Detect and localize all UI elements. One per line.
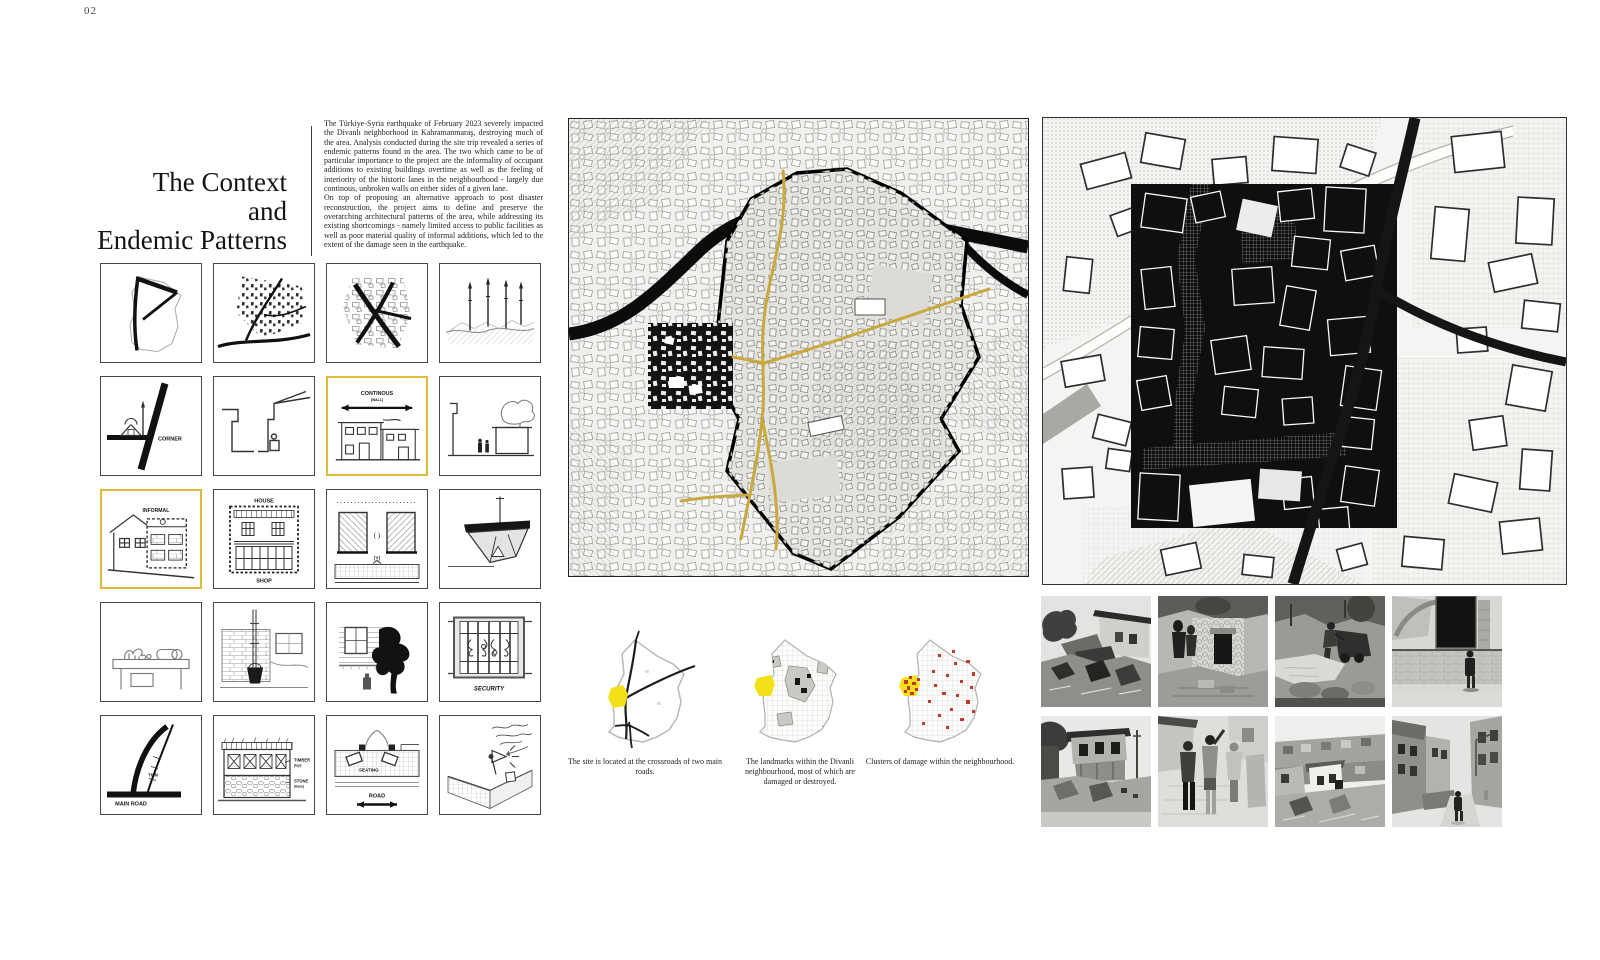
thin-label: THIN xyxy=(148,772,158,778)
diagram-landmarks xyxy=(737,630,852,750)
sketch-security-grille xyxy=(439,602,541,702)
page-number: 02 xyxy=(84,5,97,17)
sketch-house-shop xyxy=(213,489,315,589)
gap-glyph: ( ) xyxy=(373,531,381,540)
informal-label: INFORMAL xyxy=(142,508,170,515)
sketch-cross-lanes xyxy=(326,263,428,363)
photo-damage-5 xyxy=(1041,716,1151,827)
photo-damage-1 xyxy=(1041,596,1151,707)
site-highlight xyxy=(754,675,775,696)
main-road-label: MAIN ROAD xyxy=(115,801,147,808)
road-label: ROAD xyxy=(368,793,386,800)
stone-sub-label: (base) xyxy=(294,784,304,789)
photo-damage-6 xyxy=(1158,716,1268,827)
shop-label: SHOP xyxy=(256,578,272,585)
sketch-cantilever-bay xyxy=(439,489,541,589)
timber-label: TIMBER xyxy=(294,757,311,763)
diagram-damage xyxy=(882,630,997,750)
sketch-lane-section xyxy=(213,376,315,476)
sketch-skyline-minarets xyxy=(439,263,541,363)
seating-label: SEATING xyxy=(359,767,379,773)
photo-damage-8 xyxy=(1392,716,1502,827)
title-divider-line xyxy=(311,126,312,256)
intro-paragraph-2: On top of proposing an alternative approach to post disaster reconstruction, the project aims to define and preserve the overarching architectural patterns of the area, while addressing its existing shortcomings - namely limited access to public facilities as well as poor material quality of informal additions, which led to the extent of the damage seen in the earthquake. xyxy=(324,193,543,249)
sketch-corner-announcement xyxy=(439,715,541,815)
sketch-urban-fabric xyxy=(213,263,315,363)
stone-label: STONE xyxy=(294,778,309,784)
security-label: SECURITY xyxy=(473,686,505,693)
continous-label: CONTINOUS xyxy=(360,391,394,398)
sketch-lane-elevation xyxy=(439,376,541,476)
sketch-wall-drainpipe xyxy=(213,602,315,702)
sketch-ledge-objects xyxy=(100,602,202,702)
sketch-corner-mosque xyxy=(100,376,202,476)
endemic-patterns-grid xyxy=(100,263,541,815)
site-map xyxy=(1042,117,1567,585)
sketch-timber-stone xyxy=(213,715,315,815)
sketch-lane-gap-plan xyxy=(326,489,428,589)
photo-damage-4 xyxy=(1392,596,1502,707)
sketch-site-roads xyxy=(100,263,202,363)
title-line-2: and xyxy=(248,196,287,226)
photo-damage-2 xyxy=(1158,596,1268,707)
context-map xyxy=(568,118,1029,577)
corner-label: CORNER xyxy=(158,436,182,443)
sketch-window-foliage xyxy=(326,602,428,702)
intro-paragraph-1: The Türkiye-Syria earthquake of February 2023 severely impacted the Divanlı neighborhood in Kahramanmaraş, destroying much of the area. Analysis conducted during the site trip revealed a series of endemic patterns found in the area. The two which came to be of particular importance to the project are the informality of occupant additions to existing buildings overtime as well as the feeling of interiority of the historic lanes in the neighbourhood - largely due continous, unbroken walls on either sides of a given lane. xyxy=(324,119,543,194)
page-title xyxy=(87,168,287,255)
continous-sub-label: [WALL] xyxy=(370,398,384,403)
sketch-informal-addition xyxy=(100,489,202,589)
timber-sub-label: (top) xyxy=(294,763,302,768)
caption-crossroads: The site is located at the crossroads of two main roads. xyxy=(568,757,722,776)
caption-damage: Clusters of damage within the neighbourhood. xyxy=(865,757,1015,766)
title-line-1: The Context xyxy=(152,167,287,197)
photo-damage-3 xyxy=(1275,596,1385,707)
sketch-seating-road xyxy=(326,715,428,815)
intro-text xyxy=(324,119,543,249)
diagram-crossroads xyxy=(585,626,705,753)
title-line-3: Endemic Patterns xyxy=(97,225,287,255)
sketch-main-road xyxy=(100,715,202,815)
sketch-continuous-wall xyxy=(326,376,428,476)
caption-landmarks: The landmarks within the Divanli neighbourhood, most of which are damaged or destroyed. xyxy=(745,757,855,786)
house-label: HOUSE xyxy=(254,498,274,505)
photo-damage-7 xyxy=(1275,716,1385,827)
y-mark-glyph: [Y] xyxy=(374,555,380,561)
